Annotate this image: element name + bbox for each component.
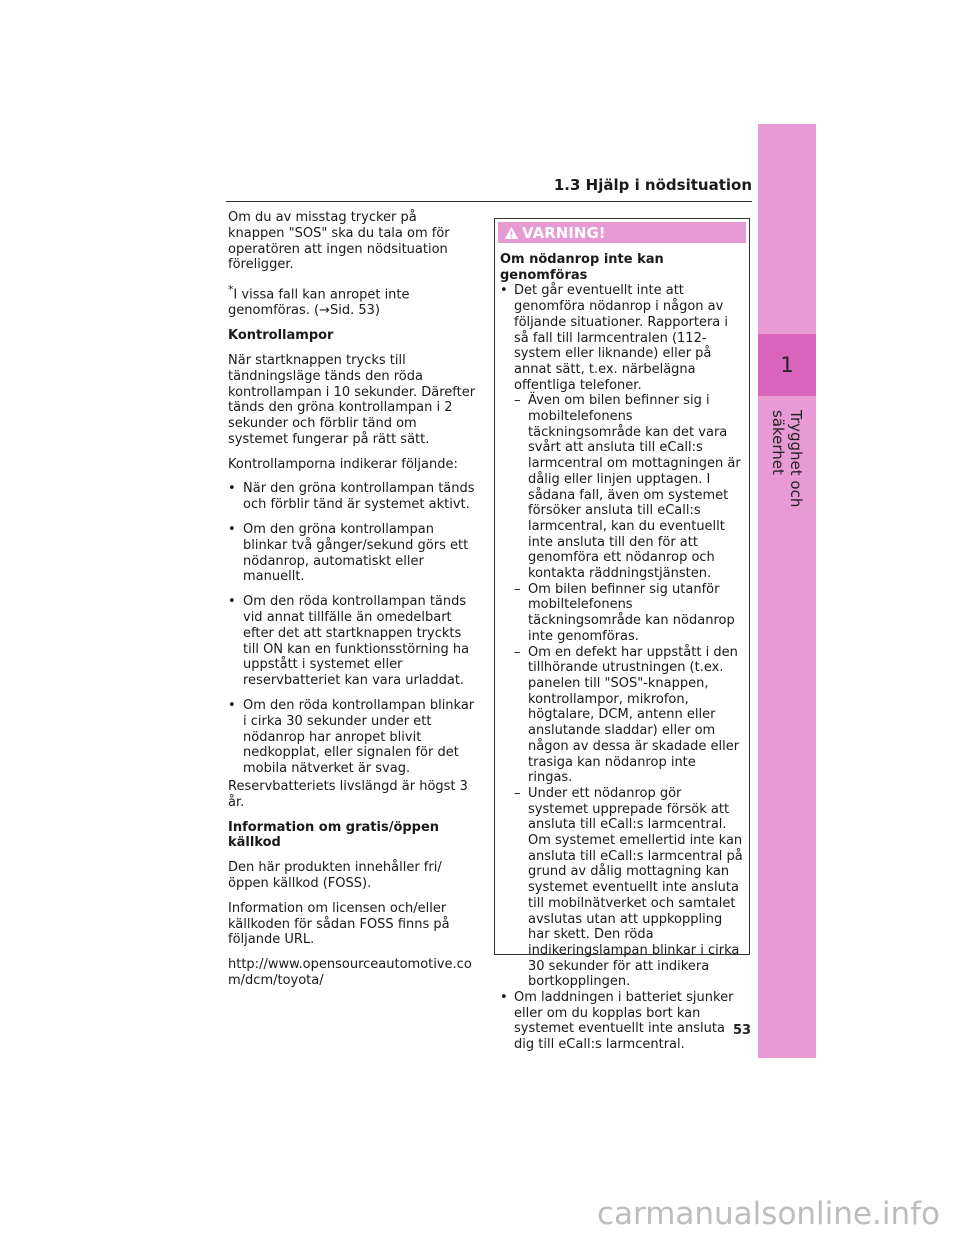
warning-dash-text: Om bilen befinner sig utanför mobiltelefonens täckningsområde kan nödanrop inte genomföras. — [528, 581, 735, 644]
bullet-mark: • — [228, 481, 236, 497]
warning-triangle-icon — [504, 226, 519, 240]
battery-life-note: Reservbatteriets livslängd är högst 3 år. — [228, 779, 468, 810]
bullet-mark: • — [228, 522, 236, 538]
paragraph-license: Information om licensen och/eller källkoden för sådan FOSS finns på följande URL. — [228, 900, 450, 948]
list-item — [228, 594, 476, 689]
paragraph-startup: När startknappen trycks till tändningsläge tänds den röda kontrollampan i 10 sekunder. Därefter tänds den gröna kontrollampan i 2 sekunder och förblir tänd om systemet fungerar på rätt sätt. — [228, 352, 476, 447]
chapter-number: 1 — [758, 334, 816, 396]
bullet-mark: • — [228, 594, 236, 610]
footnote-mark: * — [228, 283, 234, 297]
paragraph-sos-mistake: Om du av misstag trycker på knappen "SOS" ska du tala om för operatören att ingen nödsituation föreligger. — [228, 210, 450, 273]
bullet-text: Om den röda kontrollampan tänds vid annat tillfälle än omedelbart efter det att startknappen tryckts till ON kan en funktionsstörning ha uppstått i systemet eller reservbatteriet kan vara urladdat. — [243, 594, 470, 689]
dash-mark: – — [514, 581, 521, 597]
list-item — [500, 283, 744, 393]
bullet-text: När den gröna kontrollampan tänds och förblir tänd är systemet aktivt. — [243, 481, 475, 513]
warning-title: Om nödanrop inte kan genomföras — [500, 252, 664, 283]
list-item — [514, 582, 744, 645]
list-item — [228, 481, 476, 513]
dash-mark: – — [514, 785, 521, 801]
warning-dash-text: Under ett nödanrop gör systemet upprepade försök att ansluta till eCall:s larmcentral. Om systemet emellertid inte kan ansluta till eCall:s larmcentral på grund av dålig mottagning kan systemet eventuellt inte ansluta till mobilnätverket och samtalet avslutas utan att uppkoppling har skett. Den röda indikeringslampan blinkar i cirka 30 sekunder för att indikera bortkopplingen. — [528, 785, 743, 990]
warning-bullet-text: Om laddningen i batteriet sjunker eller om du kopplas bort kan systemet eventuellt inte ansluta dig till eCall:s larmcentral. — [514, 990, 734, 1053]
page-number: 53 — [733, 1023, 752, 1038]
heading-open-source: Information om gratis/öppen källkod — [228, 819, 440, 851]
warning-bullet-text: Det går eventuellt inte att genomföra nödanrop i någon av följande situationer. Rapportera i så fall till larmcentralen (112-system eller liknande) eller på annat sätt, t.ex. närbelägna offentliga telefoner. — [514, 283, 729, 393]
dash-mark: – — [514, 393, 521, 409]
site-watermark[interactable]: carmanualsonline.info — [596, 1196, 940, 1232]
section-title: 1.3 Hjälp i nödsituation — [553, 176, 752, 194]
bullet-text: Om den gröna kontrollampan blinkar två gånger/sekund görs ett nödanrop, automatiskt eller manuellt. — [243, 522, 469, 585]
paragraph-foss: Den här produkten innehåller fri/öppen källkod (FOSS). — [228, 860, 442, 892]
list-item — [514, 645, 744, 786]
list-item — [514, 786, 744, 990]
list-item — [228, 522, 476, 585]
list-item — [228, 698, 476, 777]
chapter-title: Trygghet och säkerhet — [769, 410, 805, 508]
warning-header — [498, 222, 746, 243]
warning-label: VARNING! — [522, 223, 606, 242]
bullet-text: Om den röda kontrollampan blinkar i cirka 30 sekunder under ett nödanrop har anropet blivit nedkopplat, eller signalen för det mobila nätverket är svag. — [243, 698, 475, 777]
list-item — [514, 393, 744, 581]
list-item — [500, 990, 744, 1053]
warning-dash-text: Även om bilen befinner sig i mobiltelefonens täckningsområde kan det vara svårt att ansluta till eCall:s larmcentral om mottagningen är dålig eller linjen upptagen. I sådana fall, även om systemet försöker ansluta till eCall:s larmcentral, kan du eventuellt inte ansluta till den för att genomföra ett nödanrop och kontakta räddningstjänsten. — [528, 393, 741, 582]
warning-dash-text: Om en defekt har uppstått i den tillhörande utrustningen (t.ex. panelen till "SOS"-knappen, kontrollampor, mikrofon, högtalare, DCM, antenn eller anslutande sladdar) eller om någon av dessa är skadade eller trasiga kan nödanrop inte ringas. — [528, 644, 740, 786]
chapter-side-tab — [758, 124, 816, 1058]
dash-mark: – — [514, 644, 521, 660]
footnote — [228, 282, 476, 319]
header-divider — [226, 201, 752, 202]
bullet-mark: • — [228, 698, 236, 714]
heading-indicator-lamps: Kontrollampor — [228, 328, 334, 344]
footnote-text: I vissa fall kan anropet inte genomföras. (→Sid. 53) — [228, 287, 410, 319]
bullet-mark: • — [500, 990, 508, 1006]
left-column — [228, 210, 476, 998]
foss-url: http://www.opensourceautomotive.com/dcm/toyota/ — [228, 957, 472, 988]
paragraph-indicators-intro: Kontrollamporna indikerar följande: — [228, 456, 458, 472]
warning-body — [495, 246, 752, 1053]
bullet-mark: • — [500, 283, 508, 299]
